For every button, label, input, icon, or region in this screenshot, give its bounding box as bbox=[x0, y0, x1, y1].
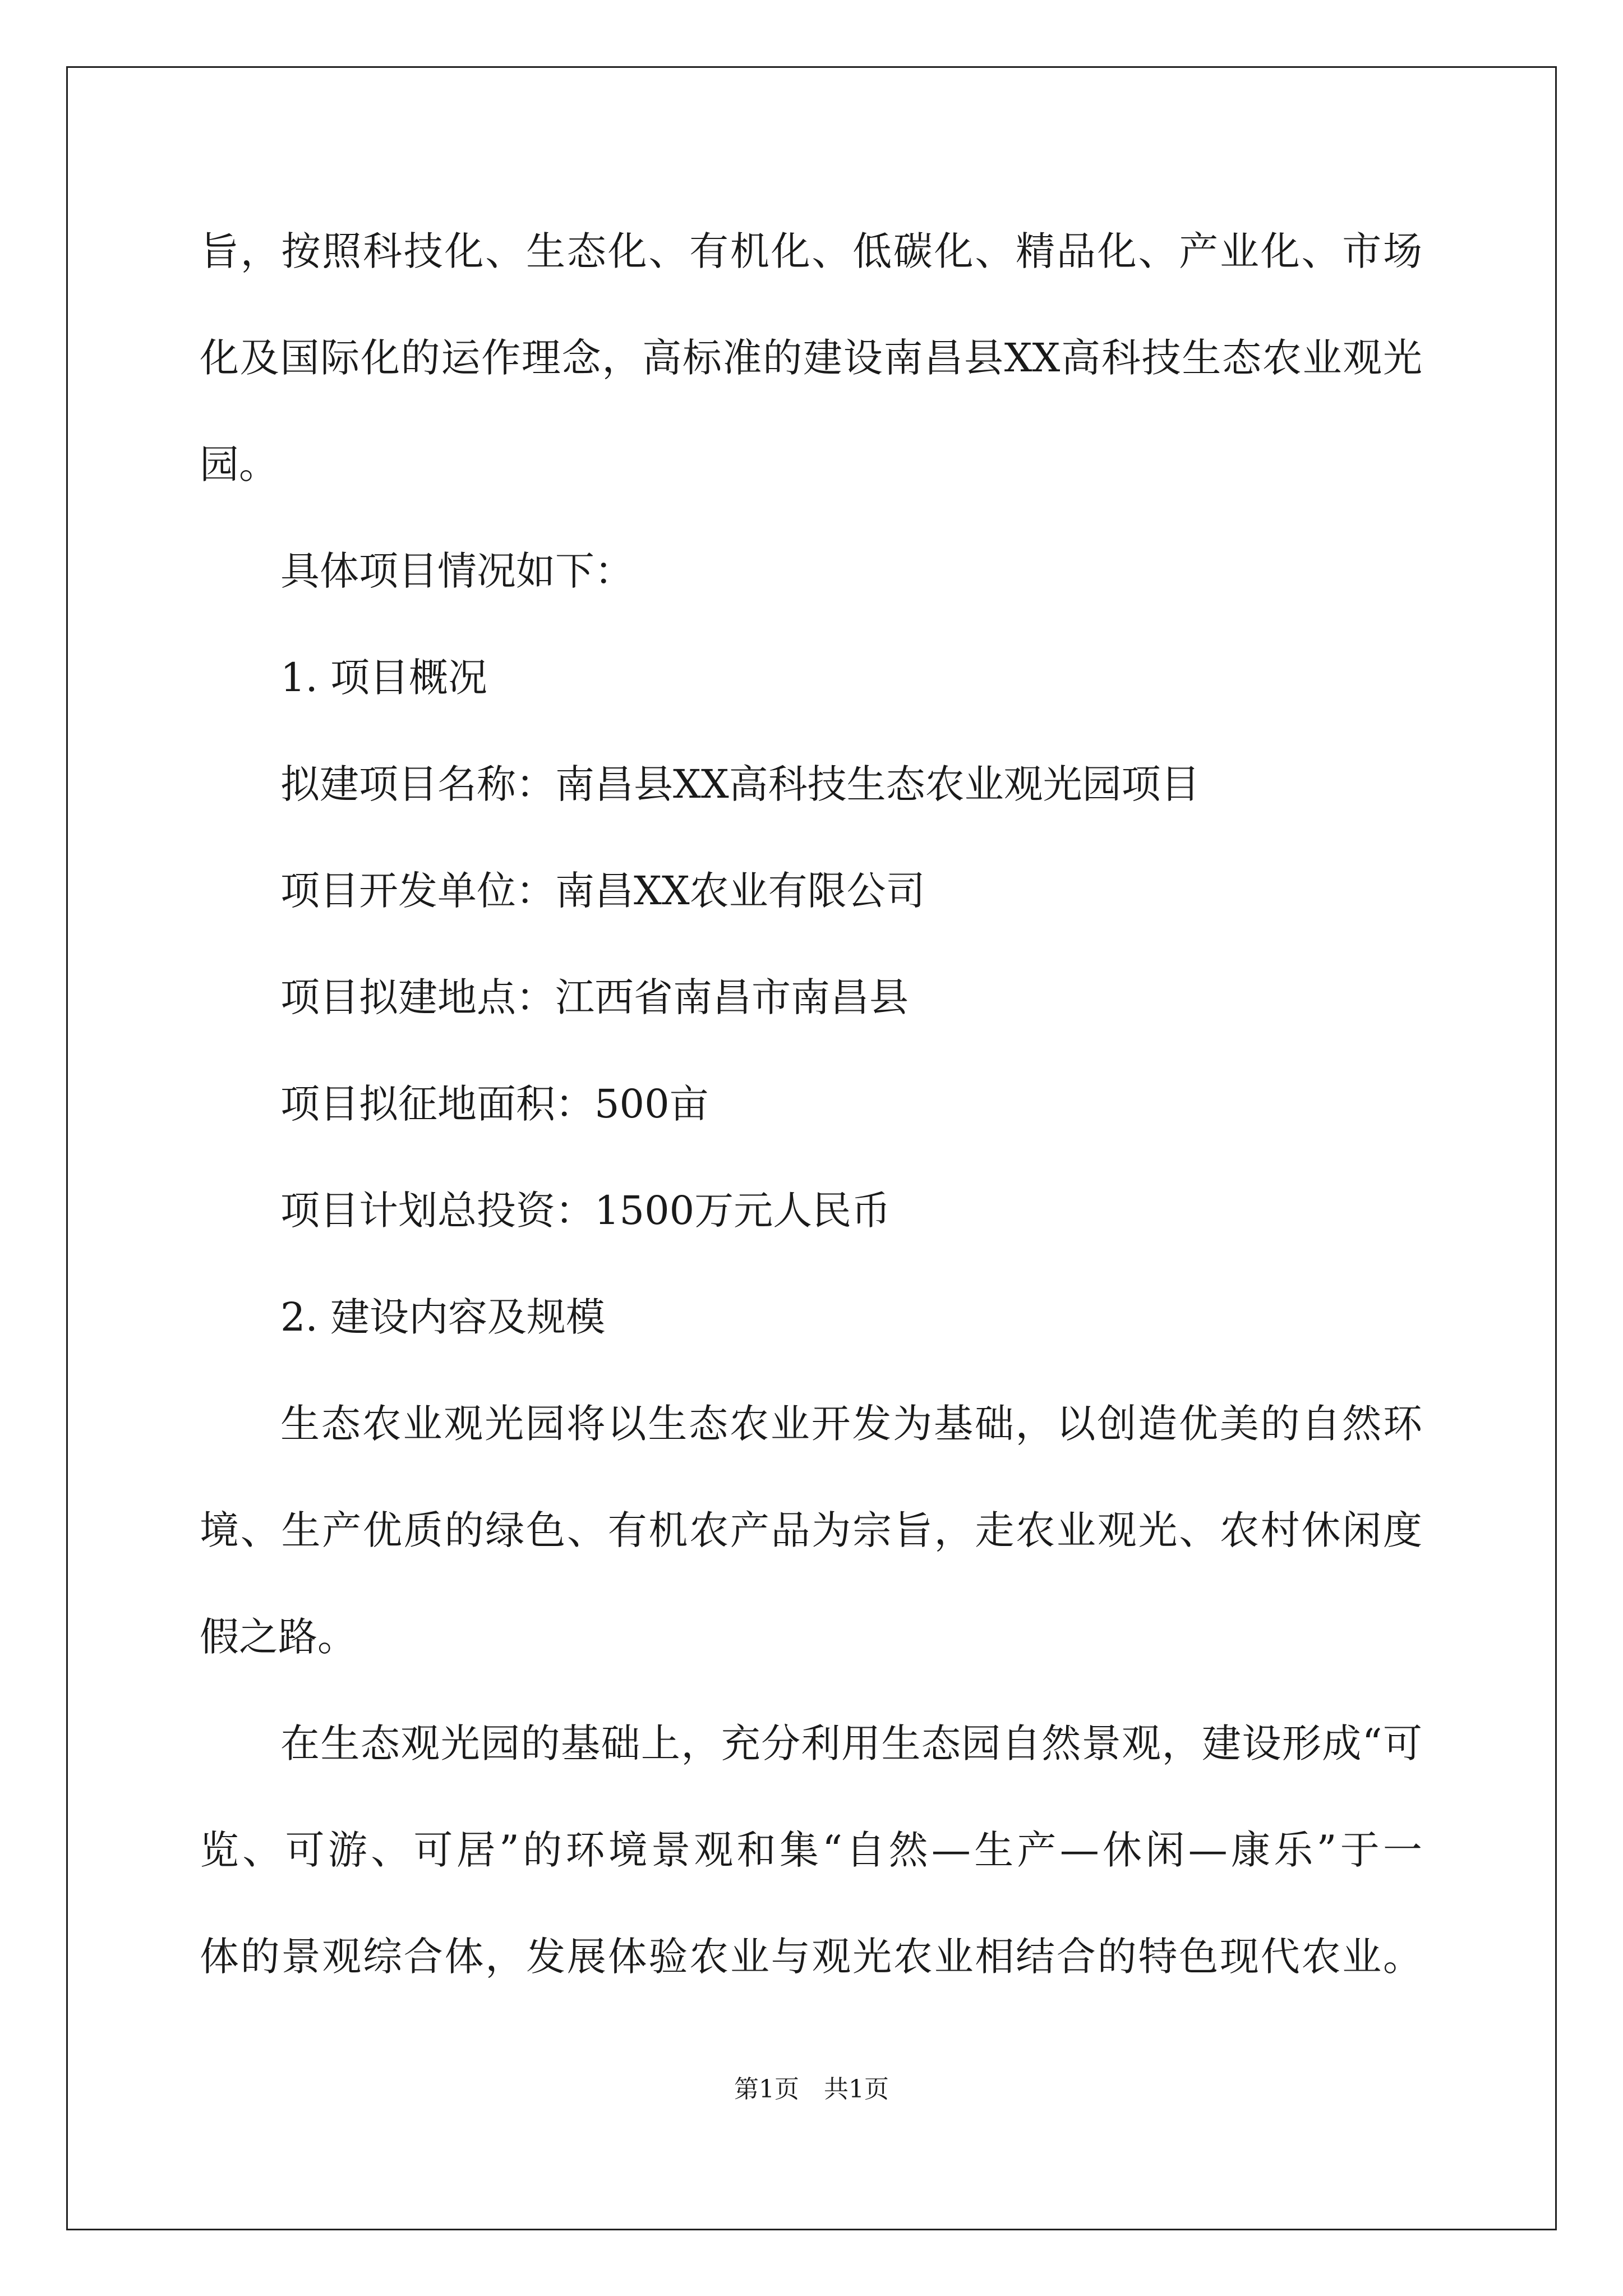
page-number-footer: 第1页 共1页 bbox=[734, 2075, 889, 2104]
investment-line: 项目计划总投资：1500万元人民币 bbox=[280, 1188, 891, 1234]
paragraph-line: 体的景观综合体，发展体验农业与观光农业相结合的特色现代农业。 bbox=[200, 1934, 1422, 1980]
section-heading: 2. 建设内容及规模 bbox=[280, 1294, 606, 1340]
page-border bbox=[66, 66, 1557, 2230]
intro-heading: 具体项目情况如下： bbox=[280, 548, 634, 594]
paragraph-line: 览、可游、可居”的环境景观和集“自然—生产—休闲—康乐”于一 bbox=[200, 1827, 1422, 1873]
project-name-line: 拟建项目名称：南昌县XX高科技生态农业观光园项目 bbox=[280, 761, 1200, 807]
paragraph-line: 旨，按照科技化、生态化、有机化、低碳化、精品化、产业化、市场 bbox=[200, 228, 1422, 274]
section-heading: 1. 项目概况 bbox=[280, 655, 488, 701]
paragraph-line: 假之路。 bbox=[200, 1614, 357, 1660]
paragraph-line: 在生态观光园的基础上，充分利用生态园自然景观，建设形成“可 bbox=[280, 1720, 1422, 1766]
paragraph-line: 化及国际化的运作理念，高标准的建设南昌县XX高科技生态农业观光 bbox=[200, 335, 1422, 381]
location-line: 项目拟建地点：江西省南昌市南昌县 bbox=[280, 974, 909, 1020]
paragraph-line: 生态农业观光园将以生态农业开发为基础，以创造优美的自然环 bbox=[280, 1401, 1422, 1447]
land-area-line: 项目拟征地面积：500亩 bbox=[280, 1081, 709, 1127]
developer-line: 项目开发单位：南昌XX农业有限公司 bbox=[280, 868, 925, 914]
paragraph-line: 境、生产优质的绿色、有机农产品为宗旨，走农业观光、农村休闲度 bbox=[200, 1507, 1422, 1553]
paragraph-line: 园。 bbox=[200, 441, 278, 487]
